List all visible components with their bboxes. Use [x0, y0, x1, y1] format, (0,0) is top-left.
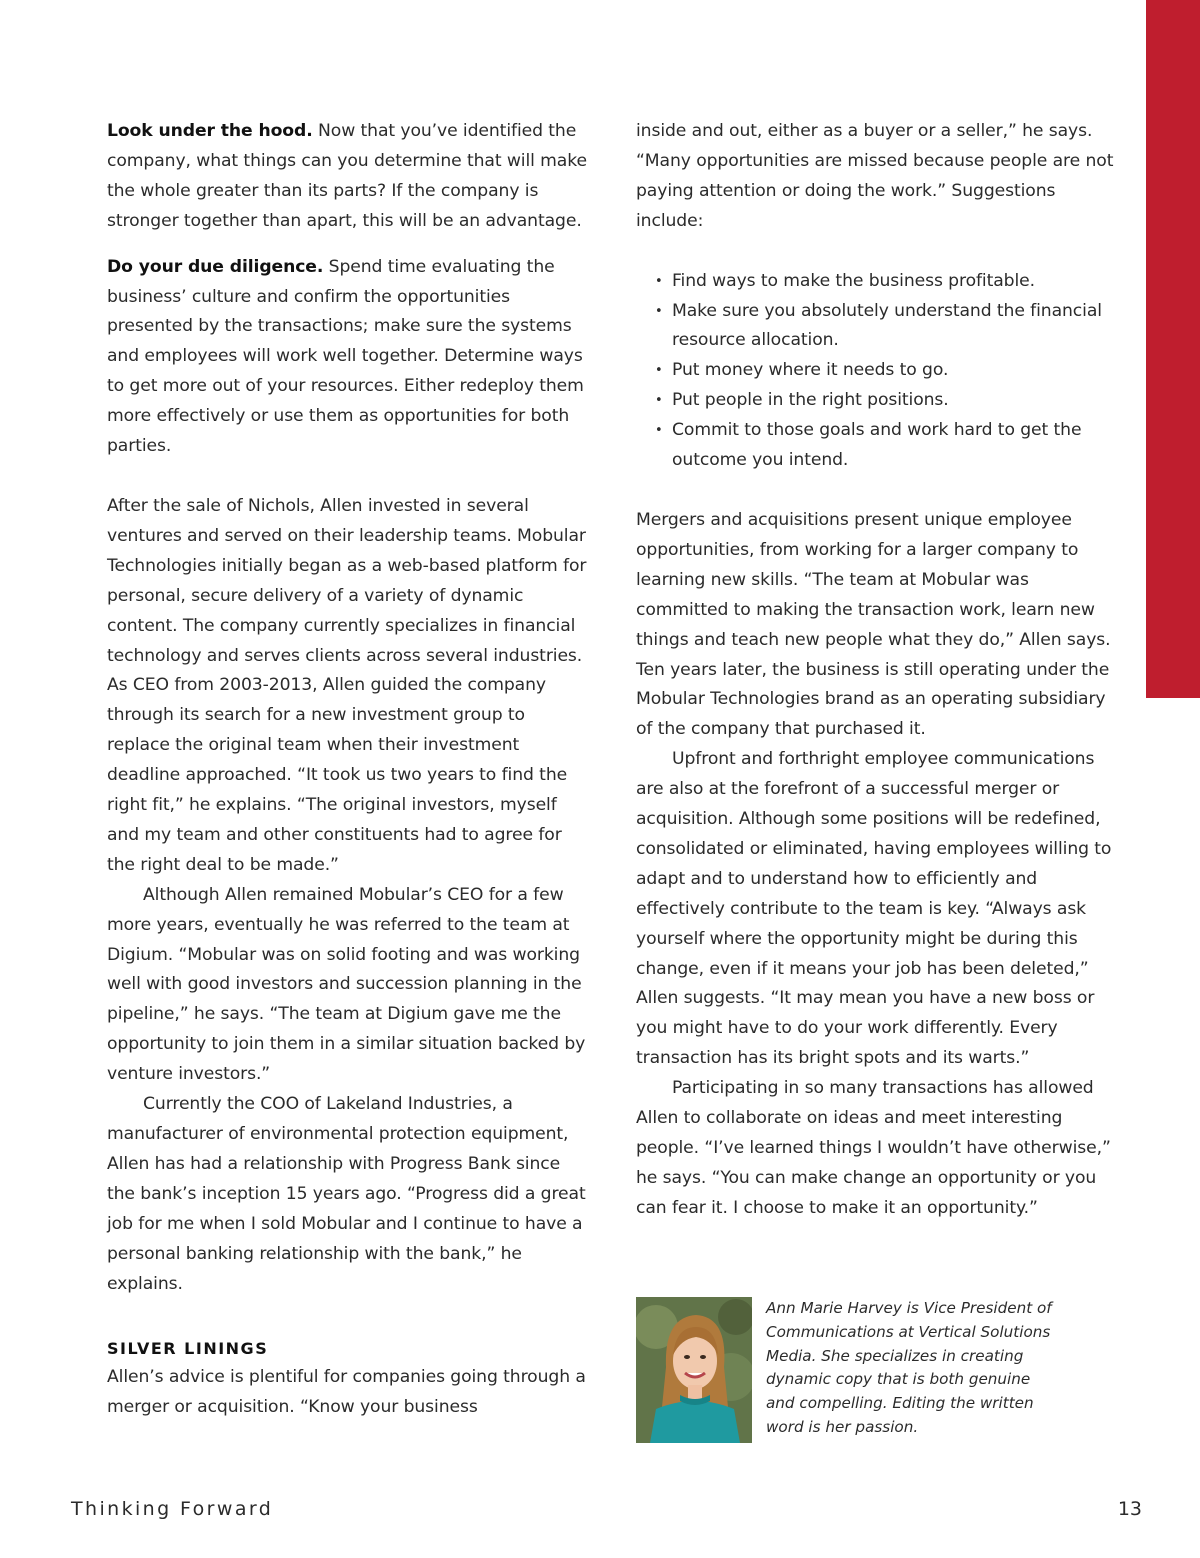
due-diligence-paragraph	[107, 253, 591, 462]
suggestions-list	[636, 267, 1118, 476]
author-bio	[636, 1297, 1116, 1443]
body-paragraph: Participating in so many transactions has allowed Allen to collaborate on ideas and meet interesting people. “I’ve learned things I wouldn’t have otherwise,” he says. “You can make change an opportunity or you can fear it. I choose to make it an opportunity.”	[636, 1078, 1111, 1218]
section-heading-silver-linings: SILVER LININGS	[107, 1339, 269, 1359]
body-paragraph: Mergers and acquisitions present unique employee opportunities, from working for a larger company to learning new skills. “The team at Mobular was committed to making the transaction work, learn new things and teach new people what they do,” Allen says. Ten years later, the business is still operating under the Mobular Technologies brand as an operating subsidiary of the company that purchased it.	[636, 509, 1111, 740]
body-paragraph: After the sale of Nichols, Allen invested in several ventures and served on their leadership teams. Mobular Technologies initially began as a web-based platform for personal, secure delivery of a variety of dynamic content. The company currently specializes in financial technology and serves clients across several industries. As CEO from 2003-2013, Allen guided the company through its search for a new investment group to replace the original team when their investment deadline approached. “It took us two years to find the right fit,” he explains. “The original investors, myself and my team and other constituents had to agree for the right deal to be made.”	[107, 495, 587, 875]
list-item: • Put people in the right positions.	[672, 386, 1118, 416]
left-column	[107, 117, 591, 1423]
body-paragraph: Upfront and forthright employee communications are also at the forefront of a successful merger or acquisition. Although some positions will be redefined, consolidated or eliminated, having employees willing to adapt and to understand how to efficiently and effectively contribute to the team is key. “Always ask yourself where the opportunity might be during this change, even if it means your job has been deleted,” Allen suggests. “It may mean you have a new boss or you might have to do your work differently. Every transaction has its bright spots and its warts.”	[636, 749, 1112, 1069]
list-item: • Make sure you absolutely understand the financial resource allocation.	[672, 297, 1118, 357]
right-column	[636, 117, 1118, 1224]
footer-publication-name: Thinking Forward	[71, 1498, 274, 1520]
body-paragraph: Allen’s advice is plentiful for companies going through a merger or acquisition. “Know your business	[107, 1367, 586, 1418]
lead-in-look-under-hood: Look under the hood.	[107, 121, 313, 141]
paragraph-text: Spend time evaluating the business’ culture and confirm the opportunities presented by the transactions; make sure the systems and employees will work well together. Determine ways to get more out of your resources. Either redeploy them more effectively or use them as opportunities for both parties.	[107, 256, 584, 457]
accent-side-bar	[1146, 0, 1200, 698]
portrait-illustration	[636, 1297, 752, 1443]
page-number: 13	[1117, 1498, 1142, 1520]
list-item: • Commit to those goals and work hard to get the outcome you intend.	[672, 416, 1118, 476]
lead-in-due-diligence: Do your due diligence.	[107, 256, 324, 277]
author-bio-text: Ann Marie Harvey is Vice President of Communications at Vertical Solutions Media. She specializes in creating dynamic copy that is both genuine and compelling. Editing the written word is her passion.	[766, 1299, 1052, 1436]
body-paragraph: inside and out, either as a buyer or a seller,” he says. “Many opportunities are missed because people are not paying attention or doing the work.” Suggestions include:	[636, 121, 1114, 231]
body-paragraph: Although Allen remained Mobular’s CEO for a few more years, eventually he was referred to the team at Digium. “Mobular was on solid footing and was working well with good investors and succession planning in the pipeline,” he says. “The team at Digium gave me the opportunity to join them in a similar situation backed by venture investors.”	[107, 884, 586, 1085]
author-photo	[636, 1297, 752, 1443]
look-under-hood-paragraph	[107, 117, 591, 237]
paragraph-text: Now that you’ve identified the company, what things can you determine that will make the whole greater than its parts? If the company is stronger together than apart, this will be an advantage.	[107, 121, 587, 231]
body-paragraph: Currently the COO of Lakeland Industries, a manufacturer of environmental protection equipment, Allen has had a relationship with Progress Bank since the bank’s inception 15 years ago. “Progress did a great job for me when I sold Mobular and I continue to have a personal banking relationship with the bank,” he explains.	[107, 1094, 586, 1294]
list-item: • Put money where it needs to go.	[672, 356, 1118, 386]
list-item: • Find ways to make the business profitable.	[672, 267, 1118, 297]
